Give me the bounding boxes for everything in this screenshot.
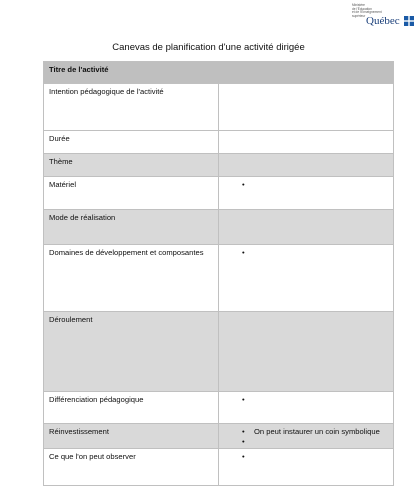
row-content[interactable]	[219, 210, 394, 245]
row-label: Différenciation pédagogique	[44, 392, 219, 424]
row-content[interactable]	[219, 131, 394, 154]
table-row-observation	[44, 449, 394, 486]
row-content[interactable]	[219, 177, 394, 210]
table-row-materiel	[44, 177, 394, 210]
quebec-logo	[352, 4, 416, 28]
table-row-domaines	[44, 245, 394, 312]
row-label: Réinvestissement	[44, 424, 219, 449]
document-title: Canevas de planification d'une activité dirigée	[112, 42, 305, 53]
row-content[interactable]	[219, 424, 394, 449]
row-label: Durée	[44, 131, 219, 154]
row-label: Intention pédagogique de l'activité	[44, 84, 219, 131]
row-label: Ce que l'on peut observer	[44, 449, 219, 486]
table-row-intention	[44, 84, 394, 131]
table-row-duree	[44, 131, 394, 154]
table-row-differenciation	[44, 392, 394, 424]
table-row-theme	[44, 154, 394, 177]
row-label: Domaines de développement et composantes	[44, 245, 219, 312]
row-content[interactable]	[219, 392, 394, 424]
activity-title-cell[interactable]: Titre de l'activité	[44, 62, 394, 84]
table-row-deroulement	[44, 312, 394, 392]
row-content[interactable]	[219, 312, 394, 392]
row-label: Matériel	[44, 177, 219, 210]
row-label: Thème	[44, 154, 219, 177]
logo-wordmark: Québec	[366, 15, 400, 27]
row-label: Déroulement	[44, 312, 219, 392]
bullet-item[interactable]: • On peut instaurer un coin symbolique	[242, 427, 388, 437]
table-header-row	[44, 62, 394, 84]
ministry-name: Ministère de l'Éducation et de l'Enseignement supérieur	[352, 3, 382, 18]
row-content[interactable]	[219, 245, 394, 312]
row-content[interactable]	[219, 154, 394, 177]
row-label: Mode de réalisation	[44, 210, 219, 245]
row-content[interactable]	[219, 449, 394, 486]
table-row-reinvestissement	[44, 424, 394, 449]
row-content[interactable]	[219, 84, 394, 131]
fleur-de-lis-flag-icon	[404, 16, 414, 26]
planning-table	[43, 61, 394, 486]
table-row-mode-realisation	[44, 210, 394, 245]
